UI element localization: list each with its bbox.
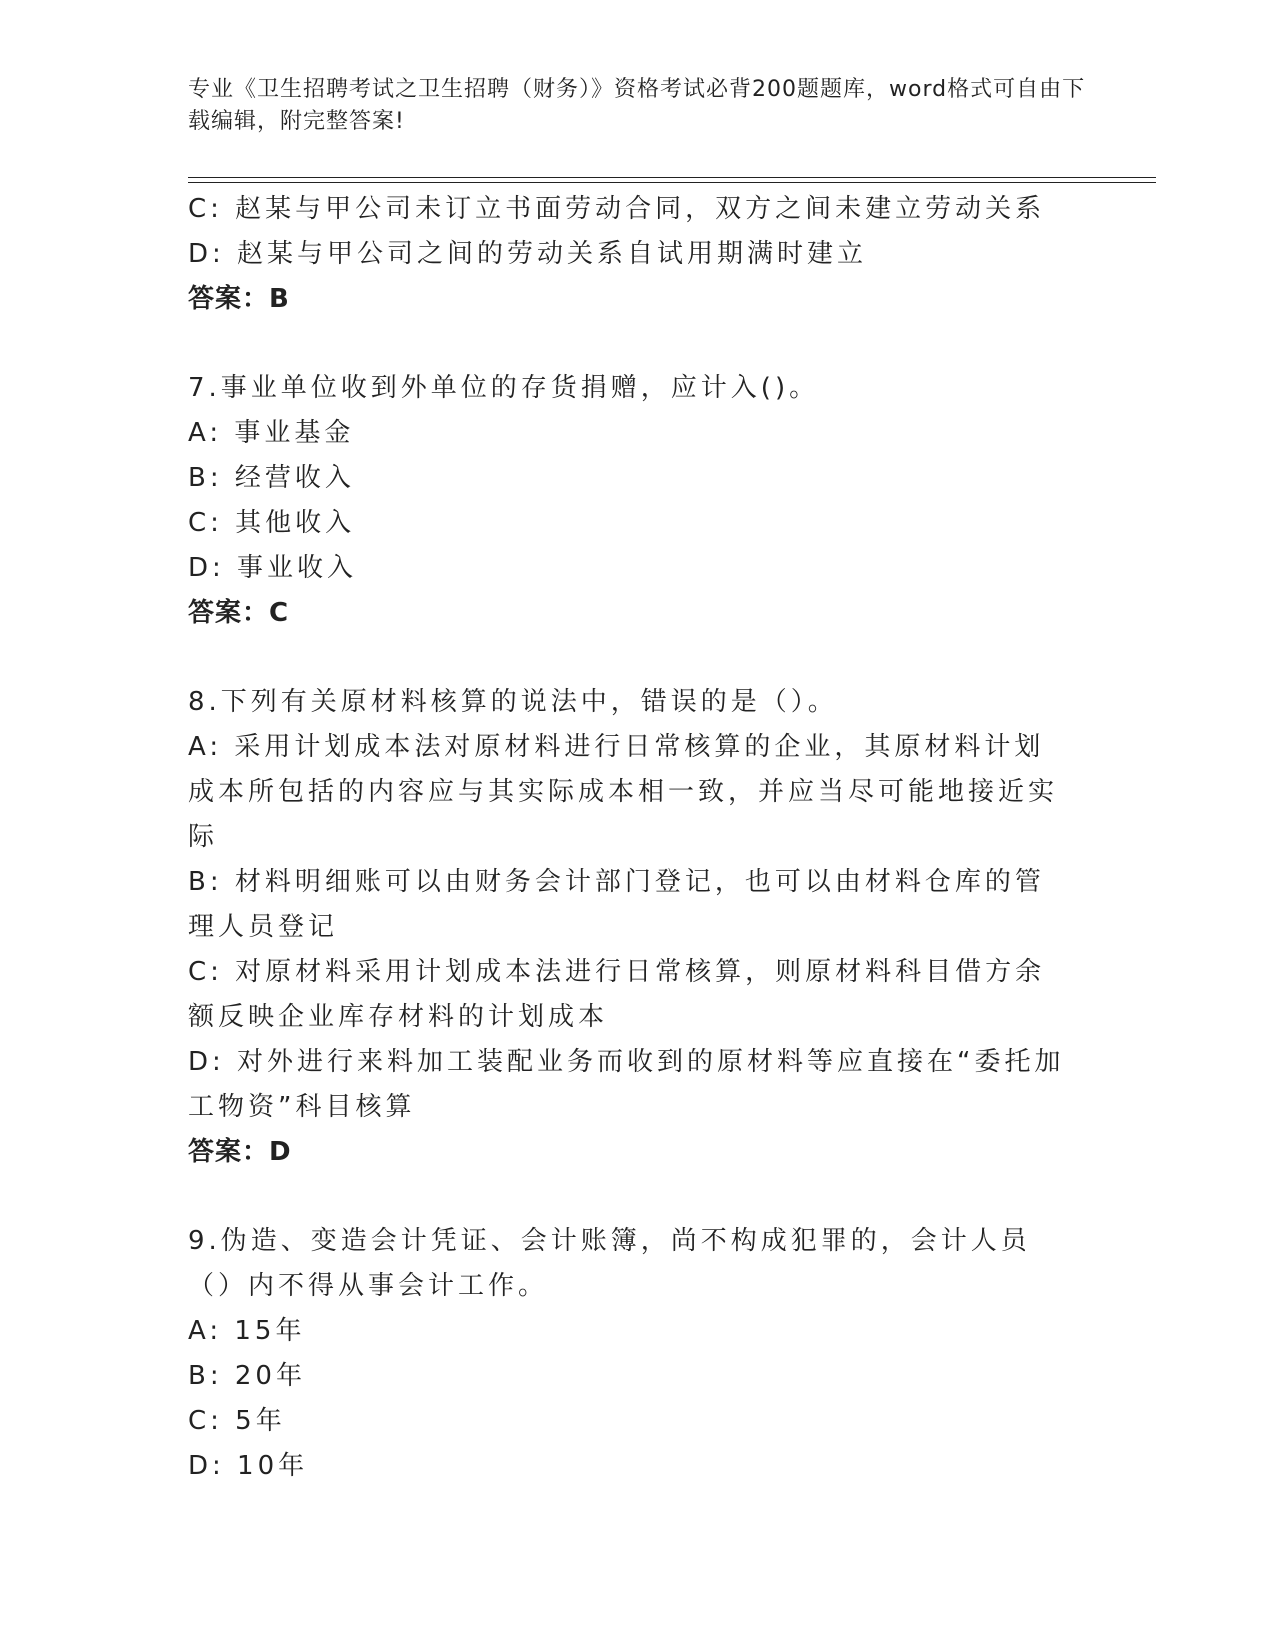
q9-option-b: B: 20年 bbox=[188, 1361, 306, 1391]
q8-option-b: B: 材料明细账可以由财务会计部门登记，也可以由材料仓库的管理人员登记 bbox=[188, 867, 1045, 942]
q7-option-a: A: 事业基金 bbox=[188, 418, 355, 448]
question-8 bbox=[188, 680, 1073, 1175]
question-list bbox=[188, 187, 1073, 1489]
header-rule-top bbox=[188, 177, 1156, 178]
q6-option-c: C: 赵某与甲公司未订立书面劳动合同，双方之间未建立劳动关系 bbox=[188, 194, 1046, 224]
q9-option-c: C: 5年 bbox=[188, 1406, 286, 1436]
q7-answer: 答案：C bbox=[188, 598, 290, 628]
spacer bbox=[188, 322, 1073, 366]
q7-option-b: B: 经营收入 bbox=[188, 463, 355, 493]
q6-answer: 答案：B bbox=[188, 284, 290, 314]
q9-option-d: D: 10年 bbox=[188, 1451, 309, 1481]
q7-option-c: C: 其他收入 bbox=[188, 508, 356, 538]
q9-option-a: A: 15年 bbox=[188, 1316, 306, 1346]
q6-option-d: D: 赵某与甲公司之间的劳动关系自试用期满时建立 bbox=[188, 239, 868, 269]
document-header bbox=[188, 74, 1088, 138]
spacer bbox=[188, 1175, 1073, 1219]
q8-stem: 8.下列有关原材料核算的说法中，错误的是（）。 bbox=[188, 687, 838, 717]
q8-option-d: D: 对外进行来料加工装配业务而收到的原材料等应直接在“委托加工物资”科目核算 bbox=[188, 1047, 1065, 1122]
header-rule-bottom bbox=[188, 182, 1156, 183]
question-6-continued bbox=[188, 187, 1073, 322]
q8-option-c: C: 对原材料采用计划成本法进行日常核算，则原材料科目借方余额反映企业库存材料的计划成本 bbox=[188, 957, 1046, 1032]
document-title: 专业《卫生招聘考试之卫生招聘（财务）》资格考试必背200题题库，word格式可自由下载编辑，附完整答案! bbox=[188, 77, 1086, 134]
q9-stem: 9.伪造、变造会计凭证、会计账簿，尚不构成犯罪的，会计人员（）内不得从事会计工作。 bbox=[188, 1226, 1031, 1301]
q7-option-d: D: 事业收入 bbox=[188, 553, 358, 583]
question-7 bbox=[188, 366, 1073, 636]
question-9 bbox=[188, 1219, 1073, 1489]
q8-option-a: A: 采用计划成本法对原材料进行日常核算的企业，其原材料计划成本所包括的内容应与其实际成本相一致，并应当尽可能地接近实际 bbox=[188, 732, 1059, 852]
spacer bbox=[188, 636, 1073, 680]
q8-answer: 答案：D bbox=[188, 1137, 292, 1167]
q7-stem: 7.事业单位收到外单位的存货捐赠，应计入()。 bbox=[188, 373, 820, 403]
